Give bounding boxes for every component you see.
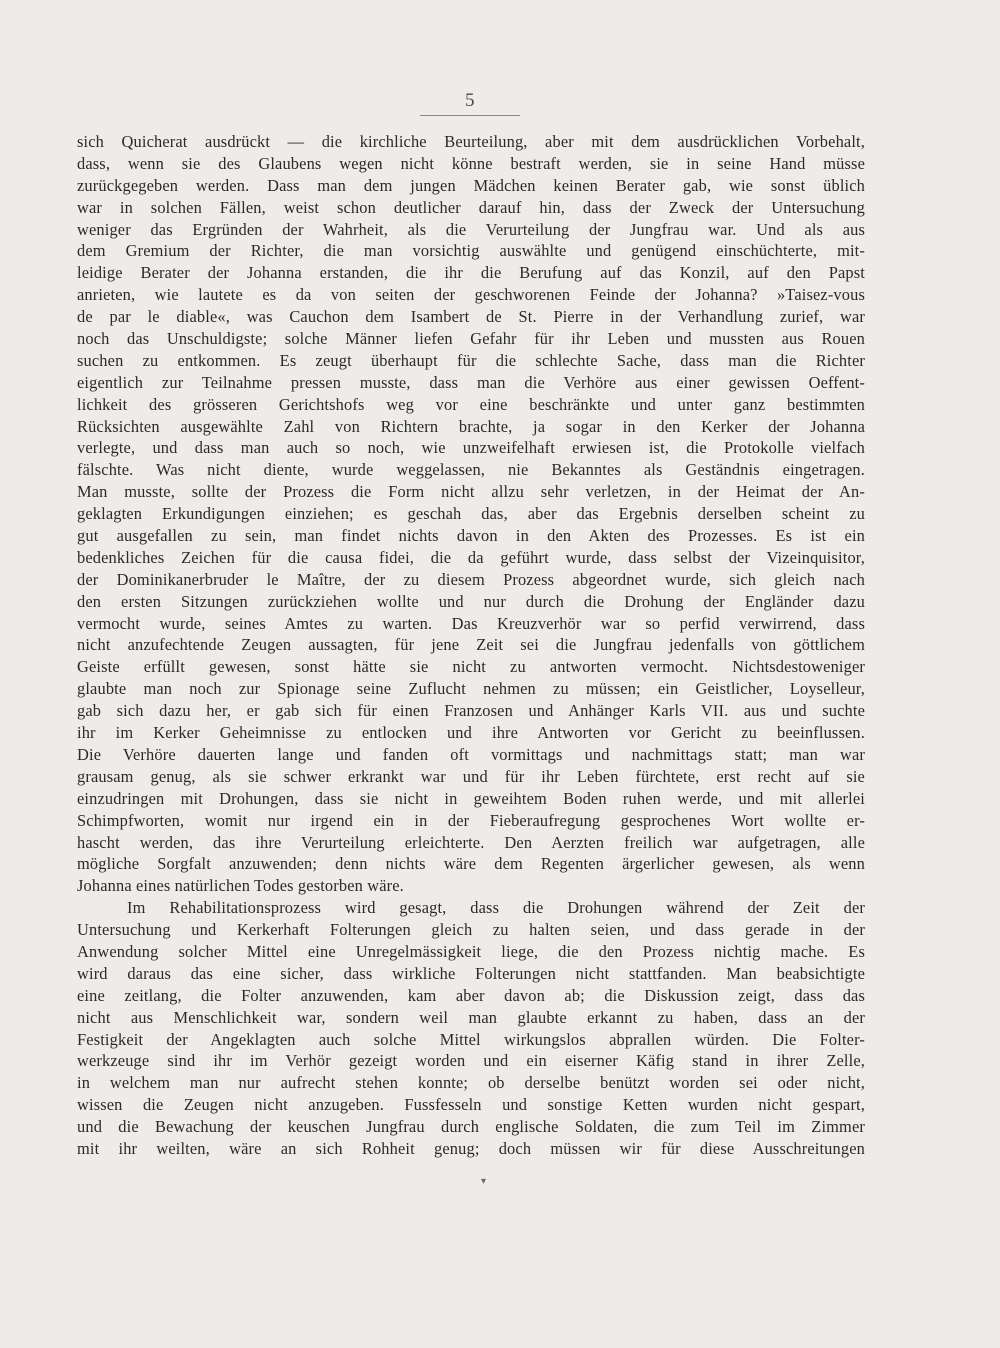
text-line: Rücksichten ausgewählte Zahl von Richtern brachte, ja sogar in den Kerker der Johanna <box>77 416 865 436</box>
text-line: sich Quicherat ausdrückt — die kirchliche Beurteilung, aber mit dem ausdrücklichen Vorbehalt, <box>77 132 865 151</box>
text-line: glaubte man noch zur Spionage seine Zuflucht nehmen zu müssen; ein Geistlicher, Loyselleur, <box>77 679 865 699</box>
text-line: den ersten Sitzungen zurückziehen wollte und nur durch die Drohung der Engländer dazu <box>77 591 865 611</box>
text-line-paragraph-start: Im Rehabilitationsprozess wird gesagt, dass die Drohungen während der Zeit der <box>127 898 865 918</box>
text-line: Untersuchung und Kerkerhaft Folterungen gleich zu halten seien, und dass gerade in der <box>77 920 865 940</box>
text-line: eigentlich zur Teilnahme pressen musste, dass man die Verhöre aus einer gewissen Oeffent- <box>77 372 865 392</box>
text-line: grausam genug, als sie schwer erkrankt war und für ihr Leben fürchtete, erst recht auf sie <box>77 766 865 786</box>
text-line: noch das Unschuldigste; solche Männer liefen Gefahr für ihr Leben und mussten aus Rouen <box>77 329 865 349</box>
text-line: war in solchen Fällen, weist schon deutlicher darauf hin, dass der Zweck der Untersuchung <box>77 197 865 217</box>
text-line: weniger das Ergründen der Wahrheit, als die Verurteilung der Jungfrau war. Und als aus <box>77 219 865 239</box>
text-line: dem Gremium der Richter, die man vorsichtig auswählte und genügend einschüchterte, mit- <box>77 241 865 261</box>
text-line: werkzeuge sind ihr im Verhör gezeigt worden und ein eiserner Käfig stand in ihrer Zelle, <box>77 1051 865 1071</box>
text-line: wissen die Zeugen nicht anzugeben. Fussfesseln und sonstige Ketten wurden nicht gespart, <box>77 1095 865 1115</box>
text-line: Schimpfworten, womit nur irgend ein in der Fieberaufregung gesprochenes Wort wollte er- <box>77 810 865 830</box>
text-line: geklagten Erkundigungen einziehen; es geschah das, aber das Ergebnis derselben scheint zu <box>77 504 865 524</box>
text-line: anrieten, wie lautete es da von seiten der geschworenen Feinde der Johanna? »Taisez-vous <box>77 285 865 305</box>
text-line: gab sich dazu her, er gab sich für einen Franzosen und Anhänger Karls VII. aus und suchte <box>77 701 865 721</box>
text-line: nicht aus Menschlichkeit war, sondern weil man glaubte erkannt zu haben, dass an der <box>77 1007 865 1027</box>
text-line: gut ausgefallen zu sein, man findet nichts davon in den Akten des Prozesses. Es ist ein <box>77 526 865 546</box>
text-line: mögliche Sorgfalt anzuwenden; denn nichts wäre dem Regenten ärgerlicher gewesen, als wenn <box>77 854 865 874</box>
text-line: und die Bewachung der keuschen Jungfrau durch englische Soldaten, die zum Teil im Zimmer <box>77 1117 865 1137</box>
text-line: wird daraus das eine sicher, dass wirkliche Folterungen nicht stattfanden. Man beabsichtigte <box>77 963 865 983</box>
text-line: verlegte, und dass man auch so noch, wie unzweifelhaft erwiesen ist, die Protokolle vielfach <box>77 438 865 458</box>
text-line: hascht werden, das ihre Verurteilung erleichterte. Den Aerzten freilich war aufgetragen, alle <box>77 832 865 852</box>
text-line: suchen zu entkommen. Es zeugt überhaupt für die schlechte Sache, dass man die Richter <box>77 350 865 370</box>
text-line: lichkeit des grösseren Gerichtshofs weg vor eine beschränkte und unter ganz bestimmten <box>77 394 865 414</box>
text-line: nicht anzufechtende Zeugen aussagten, für jene Zeit sei die Jungfrau jedenfalls von göttlichem <box>77 635 865 655</box>
text-line-paragraph-end: Johanna eines natürlichen Todes gestorben wäre. <box>77 876 404 896</box>
text-line: Die Verhöre dauerten lange und fanden oft vormittags und nachmittags statt; man war <box>77 744 865 764</box>
text-line: der Dominikanerbruder le Maître, der zu diesem Prozess abgeordnet wurde, sich gleich nach <box>77 569 865 589</box>
text-line: Geiste erfüllt gewesen, sonst hätte sie nicht zu antworten vermocht. Nichtsdestoweniger <box>77 657 865 677</box>
text-line: ihr im Kerker Geheimnisse zu entlocken und ihre Antworten vor Gericht zu beeinflussen. <box>77 723 865 743</box>
text-line: fälschte. Was nicht diente, wurde weggelassen, nie Bekanntes als Geständnis eingetragen. <box>77 460 865 480</box>
text-line: einzudringen mit Drohungen, dass sie nicht in geweihtem Boden ruhen werde, und mit allerlei <box>77 788 865 808</box>
text-line: bedenkliches Zeichen für die causa fidei, die da geführt wurde, dass selbst der Vizeinquisitor, <box>77 547 865 567</box>
text-line: Man musste, sollte der Prozess die Form nicht allzu sehr verletzen, in der Heimat der An- <box>77 482 865 502</box>
text-line: Festigkeit der Angeklagten auch solche Mittel wirkungslos abprallen würden. Die Folter- <box>77 1029 865 1049</box>
text-line: mit ihr weilten, wäre an sich Rohheit genug; doch müssen wir für diese Ausschreitungen <box>77 1138 865 1158</box>
body-text <box>77 131 865 1160</box>
text-line: vermocht wurde, seines Amtes zu warten. Das Kreuzverhör war so perfid verwirrend, dass <box>77 613 865 633</box>
print-speck: ▾ <box>481 1176 487 1187</box>
text-line: in welchem man nur aufrecht stehen konnte; ob derselbe benützt worden sei oder nicht, <box>77 1073 865 1093</box>
page-number: 5 <box>0 90 940 116</box>
text-line: de par le diable«, was Cauchon dem Isambert de St. Pierre in der Verhandlung zurief, war <box>77 307 865 327</box>
text-line: eine zeitlang, die Folter anzuwenden, kam aber davon ab; die Diskussion zeigt, dass das <box>77 985 865 1005</box>
text-line: zurückgegeben werden. Dass man dem jungen Mädchen keinen Berater gab, wie sonst üblich <box>77 175 865 195</box>
text-line: leidige Berater der Johanna erstanden, die ihr die Berufung auf das Konzil, auf den Papst <box>77 263 865 283</box>
text-line: dass, wenn sie des Glaubens wegen nicht könne bestraft werden, sie in seine Hand müsse <box>77 153 865 173</box>
text-line: Anwendung solcher Mittel eine Unregelmässigkeit liege, die den Prozess nichtig mache. Es <box>77 941 865 961</box>
